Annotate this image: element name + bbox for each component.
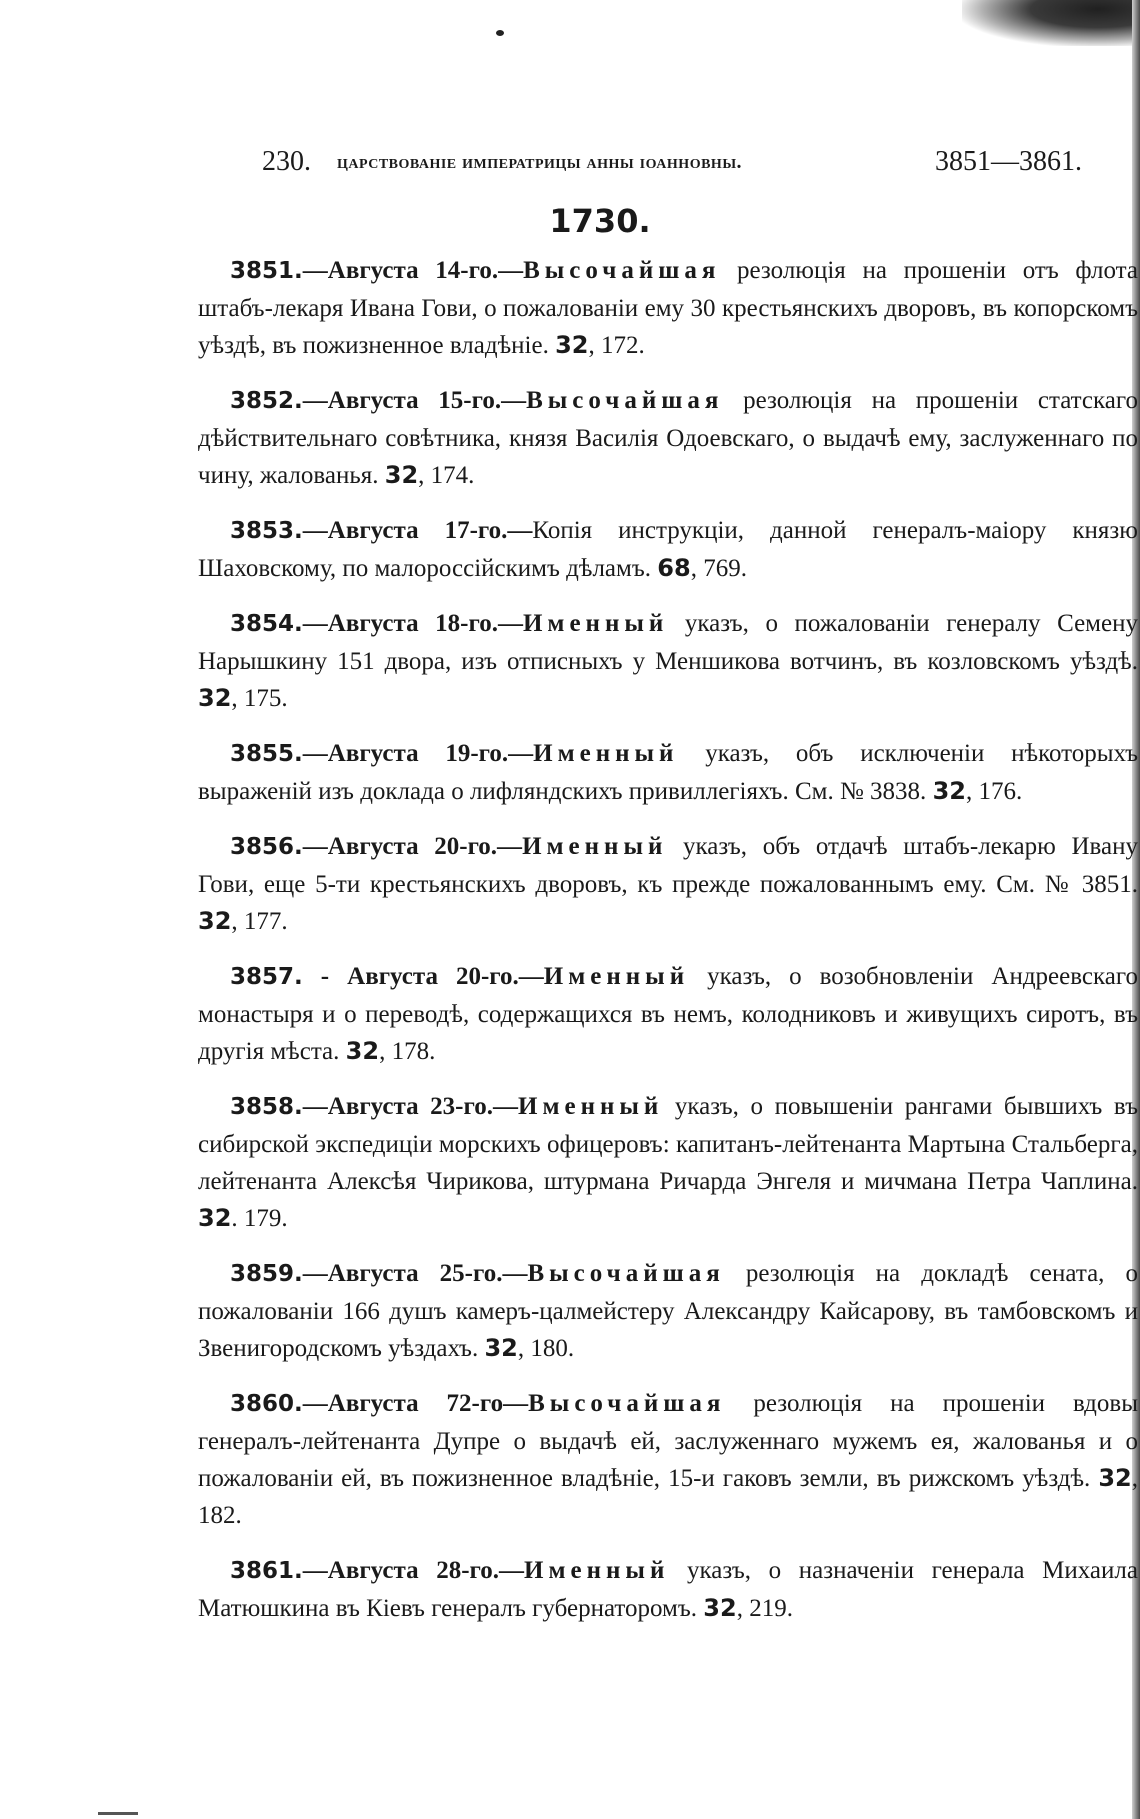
entry-3857 — [198, 958, 1138, 1070]
entry-doctype: Высочайшая — [527, 1260, 725, 1287]
entry-date: —Августа 18-го.— — [302, 610, 523, 637]
entries-list — [198, 252, 1138, 1645]
entry-date: —Августа 23-го.— — [302, 1093, 518, 1120]
entry-date: - Августа 20-го.— — [302, 963, 544, 990]
entry-number: 3857. — [230, 964, 303, 990]
entry-number: 3860. — [230, 1391, 303, 1417]
entry-doctype: Высочайшая — [523, 257, 721, 284]
entry-3860 — [198, 1385, 1138, 1534]
year-heading: 1730. — [549, 202, 651, 240]
entry-3852 — [198, 382, 1138, 494]
entry-date: —Августа 14-го.— — [302, 257, 524, 284]
entry-3851 — [198, 252, 1138, 364]
entry-reference: , 219. — [736, 1595, 793, 1622]
entry-text: указъ, объ отдачѣ штабъ-лекарю Ивану Гови, еще 5-ти крестьянскихъ дворовъ, къ прежде пожалованнымъ ему. См. № 3851. — [198, 833, 1138, 898]
entry-doctype: Именный — [543, 963, 690, 990]
entry-text: резолюція на прошеніи отъ флота штабъ-лекаря Ивана Гови, о пожалованіи ему 30 крестьянскихъ дворовъ, въ копорскомъ уѣздѣ, въ пожизненное владѣніе. — [198, 257, 1138, 359]
entry-number: 3854. — [230, 611, 303, 637]
entry-text: указъ, о возобновленіи Андреевскаго монастыря и о переводѣ, содержащихся въ немъ, колодниковъ и живущихъ сиротъ, въ другія мѣста. — [198, 963, 1139, 1065]
entry-3853 — [198, 512, 1138, 587]
entry-3855 — [198, 735, 1138, 810]
entry-text: указъ, объ исключеніи нѣкоторыхъ выраженій изъ доклада о лифляндскихъ привиллегіяхъ. См. № 3838. — [198, 740, 1138, 805]
entry-date: —Августа 72-го— — [302, 1390, 529, 1417]
entry-number: 3858. — [230, 1094, 303, 1120]
entry-volume: 32 — [198, 684, 232, 712]
entry-reference: , 769. — [690, 555, 747, 582]
entry-doctype: Именный — [522, 833, 668, 860]
entry-range: 3851—3861. — [935, 146, 1082, 177]
entry-volume: 32 — [703, 1594, 737, 1622]
page-number: 230. — [262, 146, 311, 177]
entry-reference: , 178. — [379, 1038, 436, 1065]
entry-reference: . 179. — [231, 1205, 288, 1232]
scan-mark — [98, 1812, 138, 1815]
scan-speck — [496, 30, 504, 36]
entry-number: 3852. — [230, 388, 303, 414]
entry-text: резолюція на докладѣ сената, о пожалованіи 166 душъ камеръ-цалмейстеру Александру Кайсарову, въ тамбовскомъ и Звенигородскомъ уѣздахъ. — [198, 1260, 1138, 1362]
scan-stain — [962, 0, 1132, 46]
entry-volume: 32 — [1098, 1464, 1132, 1492]
entry-date: —Августа 20-го.— — [302, 833, 523, 860]
entry-reference: , 180. — [517, 1335, 575, 1362]
entry-volume: 32 — [345, 1037, 380, 1065]
entry-3858 — [198, 1088, 1138, 1237]
entry-number: 3855. — [230, 741, 303, 767]
entry-number: 3851. — [230, 258, 303, 284]
entry-volume: 32 — [384, 461, 419, 489]
entry-date: —Августа 15-го.— — [302, 387, 527, 414]
entry-reference: , 174. — [418, 462, 475, 489]
entry-volume: 68 — [657, 554, 691, 582]
entry-reference: , 175. — [231, 685, 288, 712]
entry-volume: 32 — [198, 907, 232, 935]
running-header — [262, 142, 1082, 182]
entry-text: указъ, о повышеніи рангами бывшихъ въ сибирской экспедиціи морскихъ офицеровъ: капитанъ-лейтенанта Мартына Стальберга, лейтенанта Алексѣя Чирикова, штурмана Ричарда Энгеля и мичмана Петра Чаплина. — [198, 1093, 1138, 1195]
entry-doctype: Именный — [518, 1093, 664, 1120]
entry-date: —Августа 25-го.— — [302, 1260, 528, 1287]
entry-doctype: Именный — [524, 1557, 670, 1584]
entry-text: указъ, о пожалованіи генералу Семену Нарышкину 151 двора, изъ отписныхъ у Меншикова вотчинъ, въ козловскомъ уѣздѣ. — [198, 610, 1138, 675]
entry-volume: 32 — [484, 1334, 518, 1362]
entry-reference: , 176. — [965, 778, 1023, 805]
entry-doctype: Именный — [522, 610, 669, 637]
entry-3861 — [198, 1552, 1138, 1627]
entry-text: резолюція на прошеніи вдовы генералъ-лейтенанта Дупре о выдачѣ ей, заслуженнаго мужемъ ея, жалованья и о пожалованіи ей, въ пожизненное владѣніе, 15-и гаковъ земли, въ рижскомъ уѣздѣ. — [198, 1390, 1138, 1492]
entry-doctype: Высочайшая — [528, 1390, 726, 1417]
running-title: царствованіе императрицы анны іоанновны. — [337, 151, 743, 173]
entry-volume: 32 — [198, 1204, 232, 1232]
entry-date: —Августа 17-го.— — [302, 517, 533, 544]
entry-3856 — [198, 828, 1138, 940]
entry-number: 3859. — [230, 1261, 303, 1287]
entry-3854 — [198, 605, 1138, 717]
entry-3859 — [198, 1255, 1138, 1367]
entry-number: 3861. — [230, 1558, 303, 1584]
entry-reference: , 172. — [588, 332, 645, 359]
entry-text: резолюція на прошеніи статскаго дѣйствительнаго совѣтника, князя Василія Одоевскаго, о выдачѣ ему, заслуженнаго по чину, жалованья. — [198, 387, 1138, 489]
entry-reference: , 177. — [231, 908, 288, 935]
entry-volume: 32 — [932, 777, 966, 805]
entry-doctype: Именный — [533, 740, 679, 767]
entry-date: —Августа 19-го.— — [302, 740, 534, 767]
entry-number: 3856. — [230, 834, 303, 860]
entry-number: 3853. — [230, 518, 303, 544]
entry-text: Копія инструкціи, данной генералъ-маіору князю Шаховскому, по малороссійскимъ дѣламъ. — [198, 517, 1138, 582]
entry-doctype: Высочайшая — [526, 387, 724, 414]
entry-text: указъ, о назначеніи генерала Михаила Матюшкина въ Кіевъ генералъ губернаторомъ. — [198, 1557, 1138, 1622]
entry-volume: 32 — [555, 331, 589, 359]
entry-reference: , 182. — [198, 1465, 1138, 1529]
entry-date: —Августа 28-го.— — [302, 1557, 525, 1584]
